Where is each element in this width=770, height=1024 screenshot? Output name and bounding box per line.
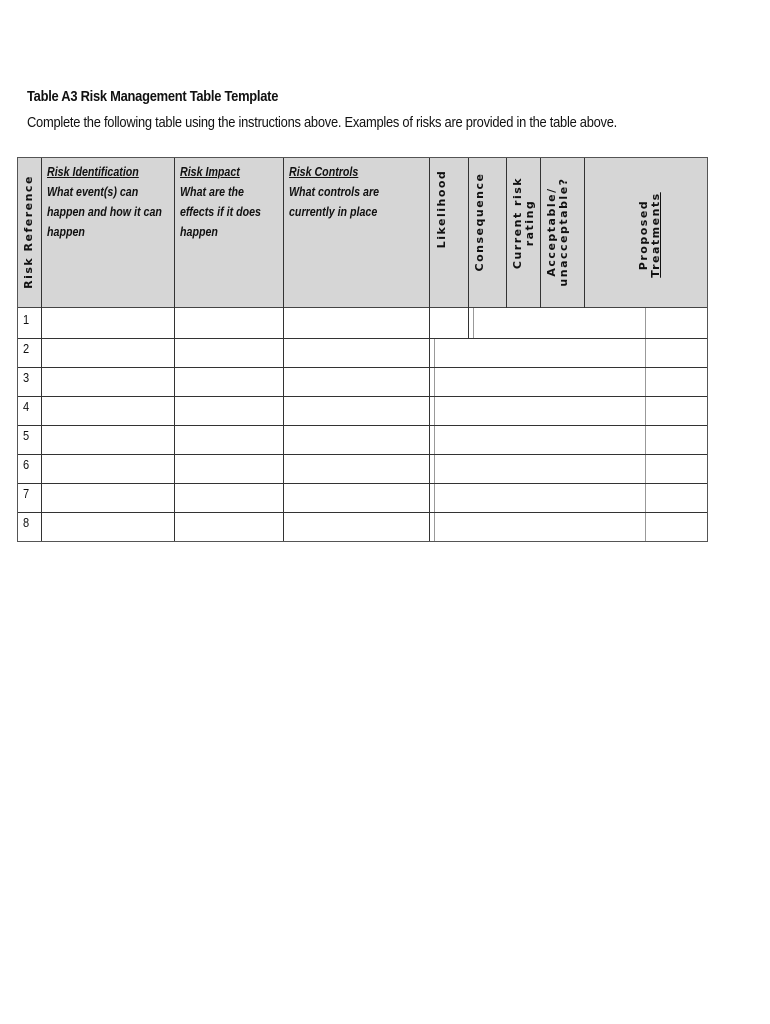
header-risk-identification-desc: What event(s) can happen and how it can happen bbox=[47, 184, 162, 239]
column-divider bbox=[506, 158, 507, 308]
header-acceptable bbox=[546, 160, 570, 304]
header-proposed-treatments-line1: Proposed bbox=[637, 199, 650, 271]
row-number: 8 bbox=[23, 515, 30, 530]
row-divider bbox=[18, 483, 707, 484]
header-consequence: Consequence bbox=[473, 172, 486, 272]
row-number: 6 bbox=[23, 457, 30, 472]
header-current-risk-rating-line2: rating bbox=[523, 199, 536, 247]
row-divider bbox=[18, 338, 707, 339]
header-likelihood: Likelihood bbox=[435, 169, 448, 249]
header-acceptable-line1: Acceptable/ bbox=[545, 187, 558, 277]
column-divider bbox=[584, 158, 585, 308]
row-number: 7 bbox=[23, 486, 30, 501]
header-risk-reference: Risk Reference bbox=[22, 175, 35, 289]
row-number: 1 bbox=[23, 312, 30, 327]
row-divider bbox=[18, 367, 707, 368]
column-divider bbox=[540, 158, 541, 308]
header-risk-controls-desc: What controls are currently in place bbox=[289, 184, 380, 219]
row-number: 5 bbox=[23, 428, 30, 443]
header-acceptable-line2: unacceptable? bbox=[557, 177, 570, 287]
row-divider bbox=[18, 454, 707, 455]
column-divider bbox=[468, 158, 469, 338]
header-proposed-treatments bbox=[638, 180, 662, 290]
risk-management-table bbox=[17, 157, 708, 542]
header-proposed-treatments-line2: Treatments bbox=[649, 192, 662, 278]
page-title: Table A3 Risk Management Table Template bbox=[27, 88, 279, 105]
column-divider bbox=[434, 338, 435, 541]
header-risk-identification-title: Risk Identification bbox=[47, 164, 139, 179]
column-divider bbox=[473, 308, 474, 338]
header-risk-controls bbox=[289, 162, 404, 222]
row-number: 3 bbox=[23, 370, 30, 385]
header-current-risk-rating-line1: Current risk bbox=[511, 176, 524, 270]
row-divider bbox=[18, 425, 707, 426]
header-current-risk-rating bbox=[512, 164, 536, 282]
row-divider bbox=[18, 512, 707, 513]
row-number: 4 bbox=[23, 399, 30, 414]
header-risk-identification bbox=[47, 162, 170, 242]
row-divider bbox=[18, 396, 707, 397]
row-number: 2 bbox=[23, 341, 30, 356]
page-subtitle: Complete the following table using the instructions above. Examples of risks are provided in the table above. bbox=[27, 114, 618, 131]
header-risk-impact-title: Risk Impact bbox=[180, 164, 240, 179]
header-risk-impact bbox=[180, 162, 278, 242]
header-risk-impact-desc: What are the effects if it does happen bbox=[180, 184, 261, 239]
header-risk-controls-title: Risk Controls bbox=[289, 164, 359, 179]
